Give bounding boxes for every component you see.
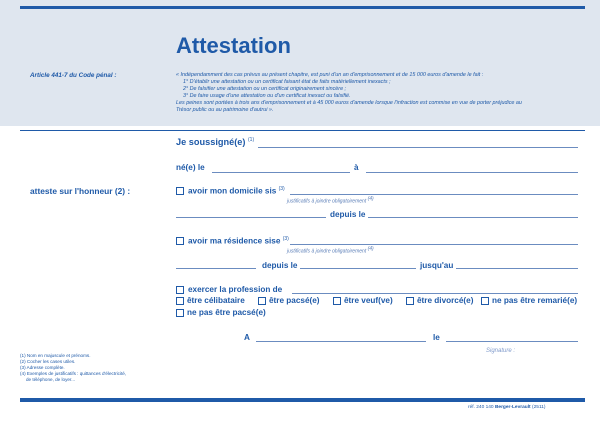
place-field[interactable] [256,341,426,342]
jusqu-au-label: jusqu'au [420,261,454,270]
domicile-address-field[interactable] [290,194,578,195]
article-line: 3° De faire usage d'une attestation ou d'un certificat inexact ou falsifié. [183,93,351,99]
celibataire-label: être célibataire [187,296,245,305]
article-label: Article 441-7 du Code pénal : [30,72,117,79]
profession-label: exercer la profession de [188,285,283,294]
domicile-address-field-2[interactable] [176,217,326,218]
article-line: Trésor public ou au patrimoine d'autrui ». [176,107,274,113]
article-line: Les peines sont portées à trois ans d'emprisonnement et à 45 000 euros d'amende lorsque l'infraction est commise en vue de porter préjudice au [176,100,522,106]
divorce-checkbox[interactable] [406,297,414,305]
footnotes [20,353,126,383]
atteste-label: atteste sur l'honneur (2) : [30,186,131,196]
article-line: 2° De falsifier une attestation ou un certificat originairement sincère ; [183,86,347,92]
residence-address-field[interactable] [290,244,578,245]
residence-checkbox[interactable] [176,237,184,245]
pacse-checkbox[interactable] [258,297,266,305]
footnote: (2) Cocher les cases utiles. [20,359,76,364]
footnote: (1) Nom en majuscule et prénoms. [20,353,91,358]
date-label: le [433,333,440,342]
justificatifs-hint-domicile: justificatifs à joindre obligatoirement (4) [287,196,374,205]
profession-field[interactable] [292,293,578,294]
divorce-label: être divorcé(e) [417,296,474,305]
veuf-label: être veuf(ve) [344,296,393,305]
non-remarie-label: ne pas être remarié(e) [492,296,578,305]
justificatifs-hint-residence: justificatifs à joindre obligatoirement (4) [287,246,374,255]
pacse-label: être pacsé(e) [269,296,320,305]
profession-checkbox[interactable] [176,286,184,294]
residence-address-field-2[interactable] [176,268,256,269]
place-label: A [244,333,250,342]
birth-place-field[interactable] [366,172,578,173]
article-text [176,72,586,114]
soussigne-label: Je soussigné(e) $^{(1)}$ [176,137,255,148]
birth-date-field[interactable] [212,172,350,173]
signature-label: Signature : [486,348,516,354]
veuf-checkbox[interactable] [333,297,341,305]
residence-label: avoir ma résidence sise $^{(3)}$ [188,236,289,246]
footnote: (4) Exemples de justificatifs : quittances d'électricité, [20,371,127,376]
birth-place-label: à [354,163,359,172]
depuis-le-label: depuis le [330,210,366,219]
domicile-since-field[interactable] [368,217,578,218]
footnote: (3) Adresse complète. [20,365,65,370]
residence-since-field[interactable] [300,268,416,269]
non-remarie-checkbox[interactable] [481,297,489,305]
reference: réf. 240 140 Berger-Levrault (2511) [468,405,546,410]
residence-until-field[interactable] [456,268,578,269]
header-separator [20,130,585,131]
article-line: « Indépendamment des cas prévus au présent chapitre, est puni d'un an d'emprisonnement et de 15 000 euros d'amende le fait : [176,72,484,78]
domicile-label: avoir mon domicile sis $^{(3)}$ [188,186,285,196]
top-rule [20,6,585,9]
footnote: de téléphone, de loyer... [26,377,76,382]
name-field[interactable] [258,147,578,148]
page-title: Attestation [176,33,291,58]
non-pacse-checkbox[interactable] [176,309,184,317]
bottom-rule [20,398,585,402]
non-pacse-label: ne pas être pacsé(e) [187,308,266,317]
birth-date-label: né(e) le [176,163,205,172]
celibataire-checkbox[interactable] [176,297,184,305]
depuis-le-label-2: depuis le [262,261,298,270]
domicile-checkbox[interactable] [176,187,184,195]
date-field[interactable] [446,341,578,342]
article-line: 1° D'établir une attestation ou un certificat faisant état de faits matériellement inexacts ; [183,79,391,85]
